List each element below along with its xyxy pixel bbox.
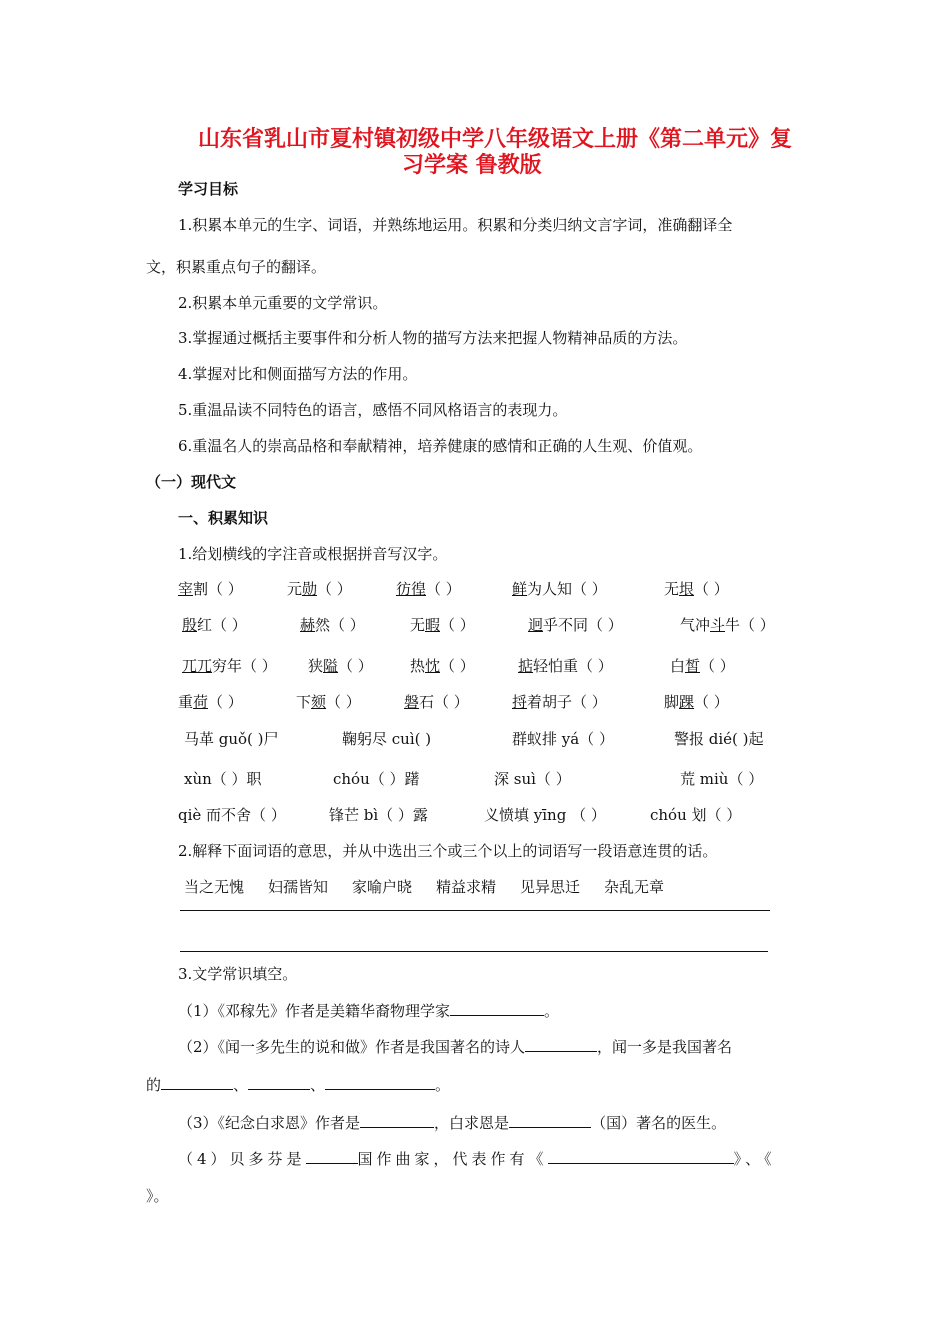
term-item: 妇孺皆知 (268, 878, 329, 896)
goal-item-3: 3.掌握通过概括主要事件和分析人物的描写方法来把握人物精神品质的方法。 (178, 329, 688, 347)
goal-item-4: 4.掌握对比和侧面描写方法的作用。 (178, 365, 418, 383)
pinyin-item: 鞠躬尽 cuì( ) (342, 730, 432, 748)
word-row-3 (0, 655, 950, 677)
page-title-line2: 习学案 鲁教版 (402, 153, 542, 178)
pinyin-item: qiè 而不舍（ ） (178, 806, 286, 824)
blank-field[interactable] (525, 1035, 597, 1052)
term-item: 见异思迁 (520, 878, 581, 896)
goal-item-2: 2.积累本单元重要的文学常识。 (178, 294, 388, 312)
blank-field[interactable] (509, 1111, 591, 1128)
q3-item-4-cont: 》。 (146, 1187, 169, 1205)
word-row-2 (0, 614, 950, 636)
word-item: 元勋（ ） (287, 580, 352, 598)
blank-field[interactable] (306, 1147, 358, 1164)
question-3-prompt: 3.文学常识填空。 (178, 965, 298, 983)
pinyin-item: 警报 dié( )起 (674, 730, 764, 748)
blank-field[interactable] (360, 1111, 434, 1128)
word-item: 兀兀穷年（ ） (182, 657, 277, 675)
pinyin-item: 锋芒 bì（ ）露 (329, 806, 428, 824)
blank-field[interactable] (248, 1073, 310, 1090)
word-item: 掂轻怕重（ ） (518, 657, 613, 675)
pinyin-item: 荒 miù（ ） (680, 770, 764, 788)
word-item: 无垠（ ） (664, 580, 729, 598)
word-row-4 (0, 691, 950, 713)
q3-item-2-cont: 的 、 、 。 (146, 1073, 450, 1095)
word-item: 迥乎不同（ ） (528, 616, 623, 634)
pinyin-item: 义愤填 yīng （ ） (484, 806, 606, 824)
pinyin-item: chóu 划（ ） (650, 806, 742, 824)
answer-line-1[interactable] (180, 910, 770, 911)
pinyin-item: 马革 guǒ( )尸 (184, 730, 279, 748)
word-item: 重荷（ ） (178, 693, 243, 711)
goal-item-1a: 1.积累本单元的生字、词语，并熟练地运用。积累和分类归纳文言字词，准确翻译全 (178, 216, 733, 234)
term-item: 当之无愧 (184, 878, 245, 896)
word-item: 赫然（ ） (300, 616, 365, 634)
goals-heading: 学习目标 (178, 180, 239, 198)
word-item: 脚踝（ ） (664, 693, 729, 711)
blank-field[interactable] (450, 999, 544, 1016)
word-item: 热忱（ ） (410, 657, 475, 675)
blank-field[interactable] (548, 1147, 734, 1164)
goal-item-6: 6.重温名人的崇高品格和奉献精神，培养健康的感情和正确的人生观、价值观。 (178, 437, 703, 455)
q3-item-3: （3）《纪念白求恩》作者是 ，白求恩是 （国）著名的医生。 (178, 1111, 726, 1133)
blank-field[interactable] (161, 1073, 233, 1090)
word-item: 气冲斗牛（ ） (680, 616, 775, 634)
pinyin-item: chóu（ ）躇 (333, 770, 420, 788)
word-item: 捋着胡子（ ） (512, 693, 607, 711)
word-row-7 (0, 804, 950, 826)
word-item: 鲜为人知（ ） (512, 580, 607, 598)
subsection-accumulate-heading: 一、积累知识 (178, 509, 269, 527)
word-item: 无暇（ ） (410, 616, 475, 634)
question-2-prompt: 2.解释下面词语的意思，并从中选出三个或三个以上的词语写一段语意连贯的话。 (178, 842, 718, 860)
word-row-5 (0, 728, 950, 750)
word-item: 狭隘（ ） (308, 657, 373, 675)
answer-line-2[interactable] (180, 951, 768, 952)
pinyin-item: 深 suì（ ） (494, 770, 571, 788)
q3-item-2: （2）《闻一多先生的说和做》作者是我国著名的诗人 ，闻一多是我国著名 (178, 1035, 732, 1057)
question-1-prompt: 1.给划横线的字注音或根据拼音写汉字。 (178, 545, 448, 563)
pinyin-item: 群蚁排 yá（ ） (512, 730, 614, 748)
word-item: 磐石（ ） (404, 693, 469, 711)
word-item: 彷徨（ ） (396, 580, 461, 598)
goal-item-5: 5.重温品读不同特色的语言，感悟不同风格语言的表现力。 (178, 401, 568, 419)
term-item: 精益求精 (436, 878, 497, 896)
term-item: 家喻户晓 (352, 878, 413, 896)
word-row-6 (0, 768, 950, 790)
pinyin-item: xùn（ ）职 (184, 770, 262, 788)
q3-item-1: （1）《邓稼先》作者是美籍华裔物理学家 。 (178, 999, 559, 1021)
word-item: 殷红（ ） (182, 616, 247, 634)
word-item: 下颏（ ） (296, 693, 361, 711)
term-list (0, 876, 950, 898)
word-item: 宰割（ ） (178, 580, 243, 598)
q3-item-4: （4）贝多芬是 国作曲家，代表作有《 》、《 (178, 1147, 776, 1169)
section-modern-text-heading: （一）现代文 (146, 473, 237, 491)
blank-field[interactable] (325, 1073, 435, 1090)
word-item: 白皙（ ） (670, 657, 735, 675)
term-item: 杂乱无章 (604, 878, 665, 896)
goal-item-1b: 文，积累重点句子的翻译。 (146, 258, 327, 276)
word-row-1 (0, 578, 950, 600)
page-title-line1: 山东省乳山市夏村镇初级中学八年级语文上册《第二单元》复 (198, 127, 793, 152)
